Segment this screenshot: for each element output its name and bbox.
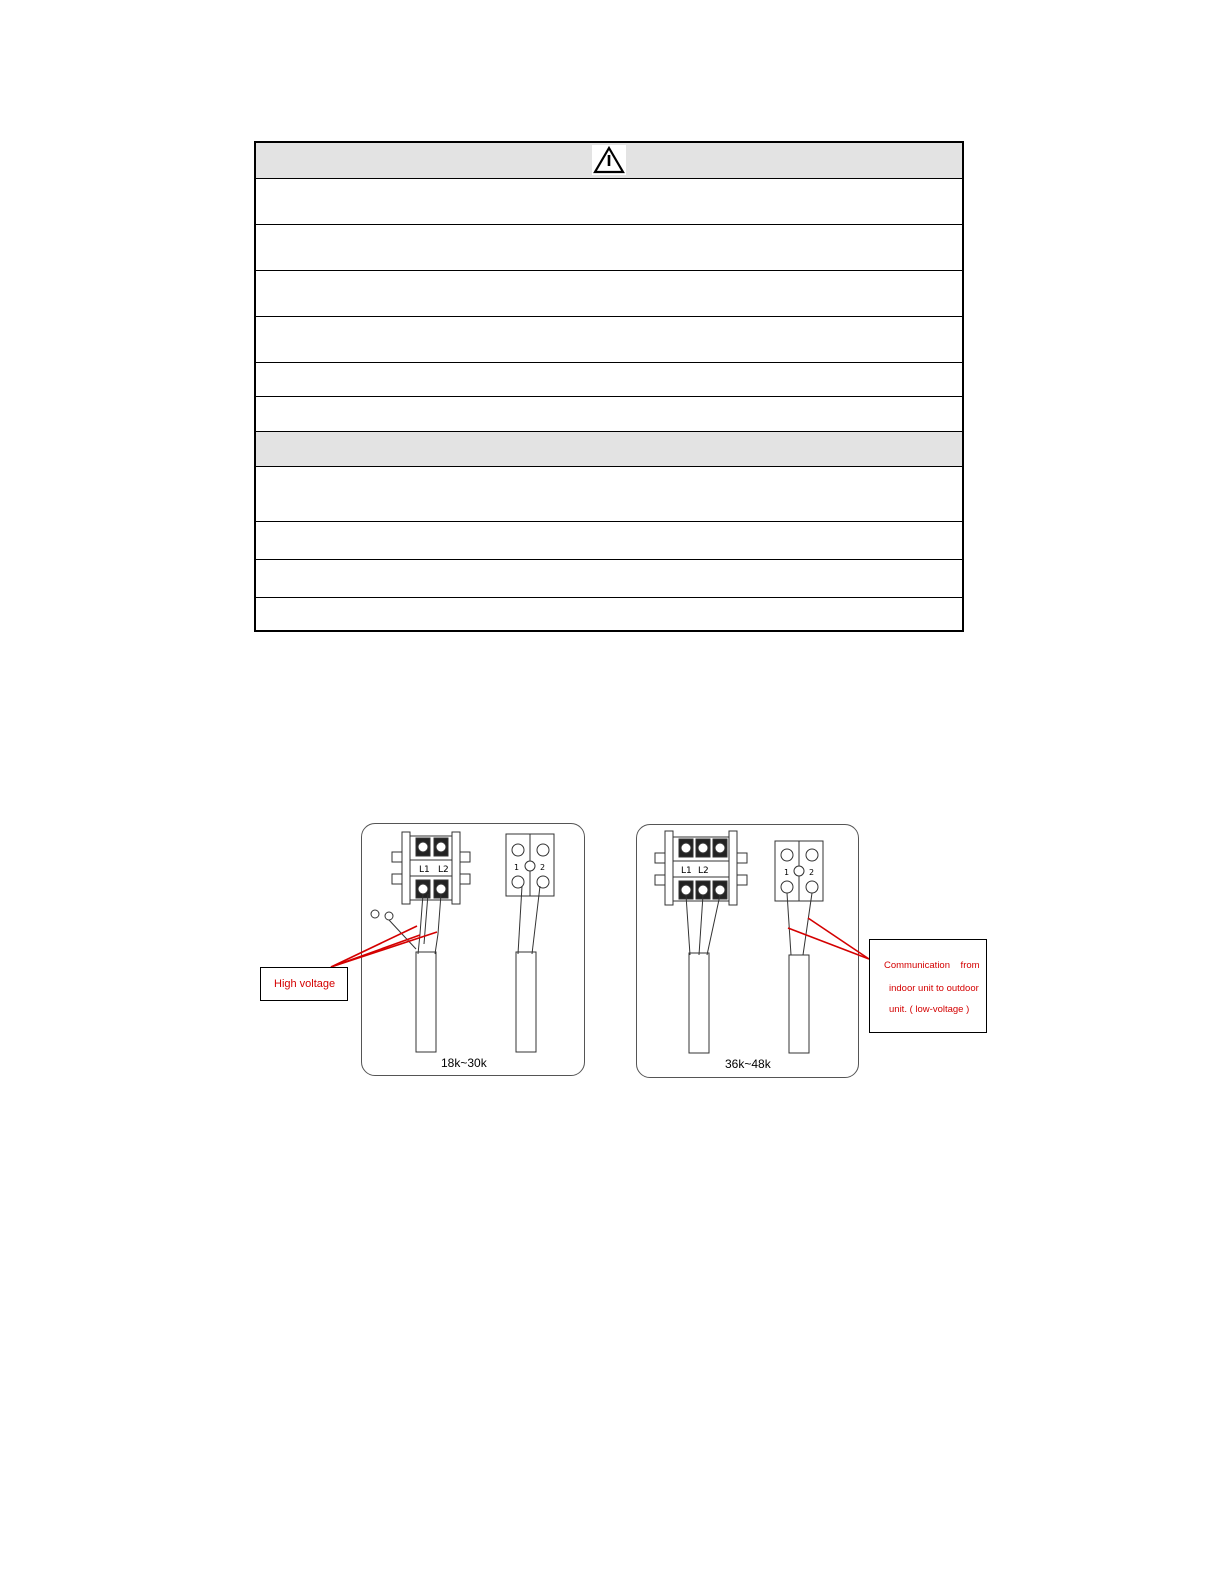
terminal-label: L1	[419, 865, 430, 875]
terminal-block-drawing	[637, 825, 860, 1079]
warning-row	[256, 270, 962, 316]
warning-row	[256, 521, 962, 559]
panel-caption: 18k~30k	[441, 1056, 487, 1070]
warning-row	[256, 396, 962, 431]
terminal-label: L1	[681, 866, 692, 876]
warning-table	[254, 141, 964, 632]
terminal-label: L2	[698, 866, 709, 876]
warning-triangle-icon	[592, 145, 626, 175]
panel-caption: 36k~48k	[725, 1057, 771, 1071]
communication-label-line1: Communication from	[884, 960, 980, 971]
terminal-block-drawing	[362, 824, 586, 1077]
warning-row	[256, 224, 962, 270]
warning-row	[256, 178, 962, 224]
communication-label-line2: indoor unit to outdoor	[889, 983, 979, 994]
warning-row	[256, 316, 962, 362]
wiring-panel-18k-30k	[361, 823, 585, 1076]
terminal-label: 1	[784, 868, 790, 877]
warning-row	[256, 362, 962, 396]
warning-row	[256, 597, 962, 632]
warning-row	[256, 466, 962, 521]
warning-row	[256, 559, 962, 597]
terminal-label: 2	[540, 863, 546, 872]
terminal-label: L2	[438, 865, 449, 875]
warning-header-row	[256, 143, 962, 178]
wiring-panel-36k-48k	[636, 824, 859, 1078]
high-voltage-callout	[260, 967, 348, 1001]
caution-header-row	[256, 431, 962, 466]
terminal-label: 1	[514, 863, 520, 872]
high-voltage-label: High voltage	[274, 978, 336, 990]
terminal-label: 2	[809, 868, 815, 877]
communication-callout	[869, 939, 987, 1033]
communication-label-line3: unit. ( low-voltage )	[889, 1004, 970, 1015]
